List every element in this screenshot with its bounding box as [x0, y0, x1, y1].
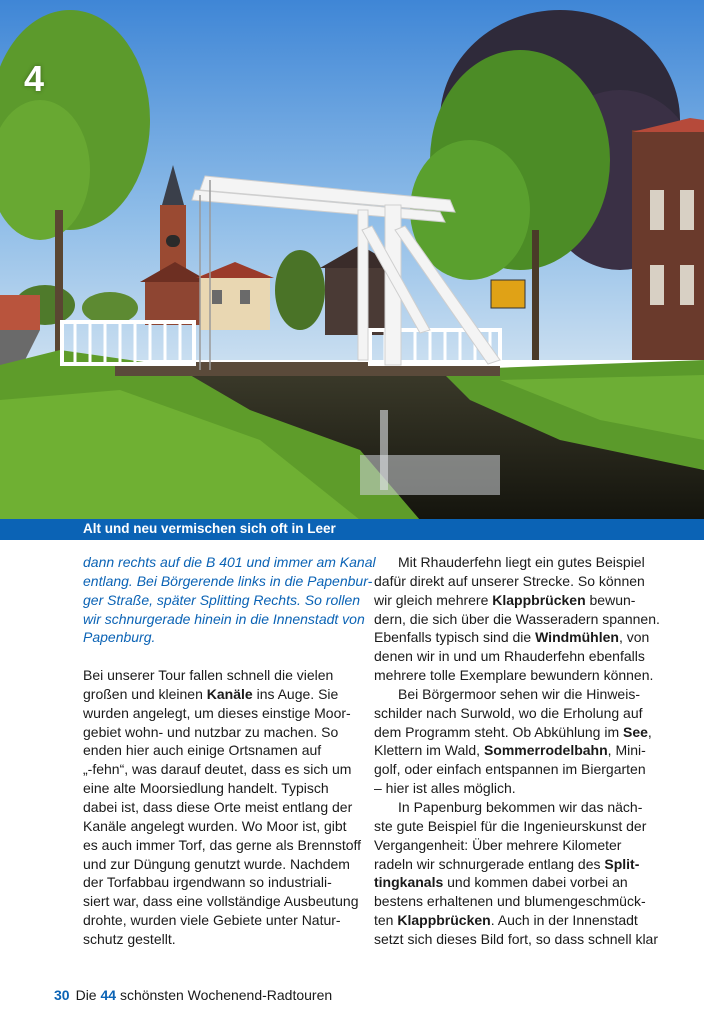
keyword-klappbruecken-2: Klappbrücken	[397, 912, 491, 929]
right-column	[374, 553, 660, 949]
text-line: drohte, wurden viele Gebiete unter Natur-	[83, 912, 341, 929]
book-title-suffix: schönsten Wochenend-Radtouren	[116, 987, 333, 1003]
paragraph-kanaele	[83, 666, 362, 949]
keyword-windmuehlen: Windmühlen	[535, 629, 619, 646]
text-run: radeln wir schnurgerade entlang des	[374, 855, 605, 872]
text-run: großen und kleinen	[83, 685, 207, 702]
text-line: gebiet wohn- und nutzbar zu machen. So	[83, 723, 339, 740]
text-line: eine alte Moorsiedlung handelt. Typisch	[83, 780, 329, 797]
text-run: , von	[618, 629, 650, 646]
route-line: Papenburg.	[83, 629, 156, 646]
text-line: schilder nach Surwold, wo die Erholung auf	[374, 704, 643, 721]
text-run: dem Programm steht. Ob Abkühlung im	[374, 723, 623, 740]
paragraph-rhauderfehn	[374, 553, 660, 685]
text-run: und kommen dabei vorbei an	[443, 874, 628, 891]
keyword-splittingkanal-part2: tingkanals	[374, 874, 444, 891]
text-line: siert war, dass eine vollständige Ausbeutung	[83, 893, 359, 910]
text-line: ste gute Beispiel für die Ingenieurskunst der	[374, 817, 647, 834]
paragraph-gap	[83, 647, 345, 666]
text-line: schutz gestellt.	[83, 930, 176, 947]
paragraph-papenburg	[374, 798, 659, 949]
page-footer	[54, 987, 332, 1003]
route-line: ger Straße, später Splitting Rechts. So rollen	[83, 591, 361, 608]
text-line: In Papenburg bekommen wir das näch-	[398, 798, 643, 815]
text-line: „-fehn“, was darauf deutet, dass es sich um	[83, 761, 352, 778]
text-run: ten	[374, 912, 398, 929]
text-line: Vergangenheit: Über mehrere Kilometer	[374, 836, 622, 853]
caption-bar	[0, 519, 704, 540]
text-line: dabei ist, dass diese Orte meist entlang der	[83, 798, 353, 815]
text-line: wurden angelegt, um dieses einstige Moor-	[83, 704, 351, 721]
route-line: entlang. Bei Börgerende links in die Papenbur-	[83, 572, 373, 589]
page-number: 30	[54, 987, 70, 1003]
text-run: bewun-	[585, 591, 636, 608]
text-line: Kanäle angelegt wurden. Wo Moor ist, gibt	[83, 817, 347, 834]
route-line: dann rechts auf die B 401 und immer am Kanal	[83, 554, 376, 570]
text-run: ,	[647, 723, 652, 740]
text-line: dafür direkt auf unserer Strecke. So können	[374, 572, 645, 589]
text-line: denen wir in und um Rhauderfehn ebenfalls	[374, 648, 645, 665]
route-description	[83, 553, 376, 647]
text-line: es auch immer Torf, das gerne als Brennstoff	[83, 836, 362, 853]
text-line: der Torfabbau irgendwann so industriali-	[83, 874, 332, 891]
keyword-sommerrodelbahn: Sommerrodelbahn	[483, 742, 608, 759]
text-line: Bei Börgermoor sehen wir die Hinweis-	[398, 685, 640, 702]
text-line: – hier ist alles möglich.	[374, 780, 516, 797]
text-run: wir gleich mehrere	[374, 591, 493, 608]
text-run: Ebenfalls typisch sind die	[374, 629, 536, 646]
text-line: golf, oder einfach entspannen im Biergarten	[374, 761, 646, 778]
text-run: ins Auge. Sie	[252, 685, 339, 702]
text-line	[83, 685, 345, 704]
text-line	[374, 723, 652, 742]
text-line: bestens erhaltenen und blumengeschmück-	[374, 893, 646, 910]
keyword-kanaele: Kanäle	[206, 685, 253, 702]
text-line: dern, die sich über die Wasseradern spannen.	[374, 610, 660, 627]
text-run: Klettern im Wald,	[374, 742, 484, 759]
text-line: Mit Rhauderfehn liegt ein gutes Beispiel	[398, 554, 645, 570]
left-column	[83, 553, 376, 949]
text-line	[374, 873, 636, 892]
keyword-see: See	[623, 723, 648, 740]
text-line: Bei unserer Tour fallen schnell die vielen	[83, 667, 334, 684]
text-line: setzt sich dieses Bild fort, so dass schnell klar	[374, 930, 659, 947]
text-line: enden hier auch einige Ortsnamen auf	[83, 742, 322, 759]
text-line: und zur Düngung genutzt wurde. Nachdem	[83, 855, 350, 872]
tour-number: 4	[24, 58, 45, 99]
text-line	[374, 855, 640, 874]
text-run: , Mini-	[607, 742, 646, 759]
text-run: . Auch in der Innenstadt	[490, 912, 638, 929]
route-line: wir schnurgerade hinein in die Innenstadt von	[83, 610, 365, 627]
paragraph-boergermoor	[374, 685, 652, 798]
keyword-splittingkanal-part1: Split-	[604, 855, 640, 872]
photo-caption: Alt und neu vermischen sich oft in Leer	[83, 521, 336, 536]
text-line	[374, 628, 650, 647]
keyword-klappbruecken: Klappbrücken	[492, 591, 586, 608]
book-title-number: 44	[100, 987, 117, 1003]
text-line	[374, 741, 646, 760]
text-line	[374, 591, 636, 610]
text-line	[374, 911, 636, 930]
book-title-prefix: Die	[75, 987, 101, 1003]
text-line: mehrere tolle Exemplare bewundern können.	[374, 667, 654, 684]
